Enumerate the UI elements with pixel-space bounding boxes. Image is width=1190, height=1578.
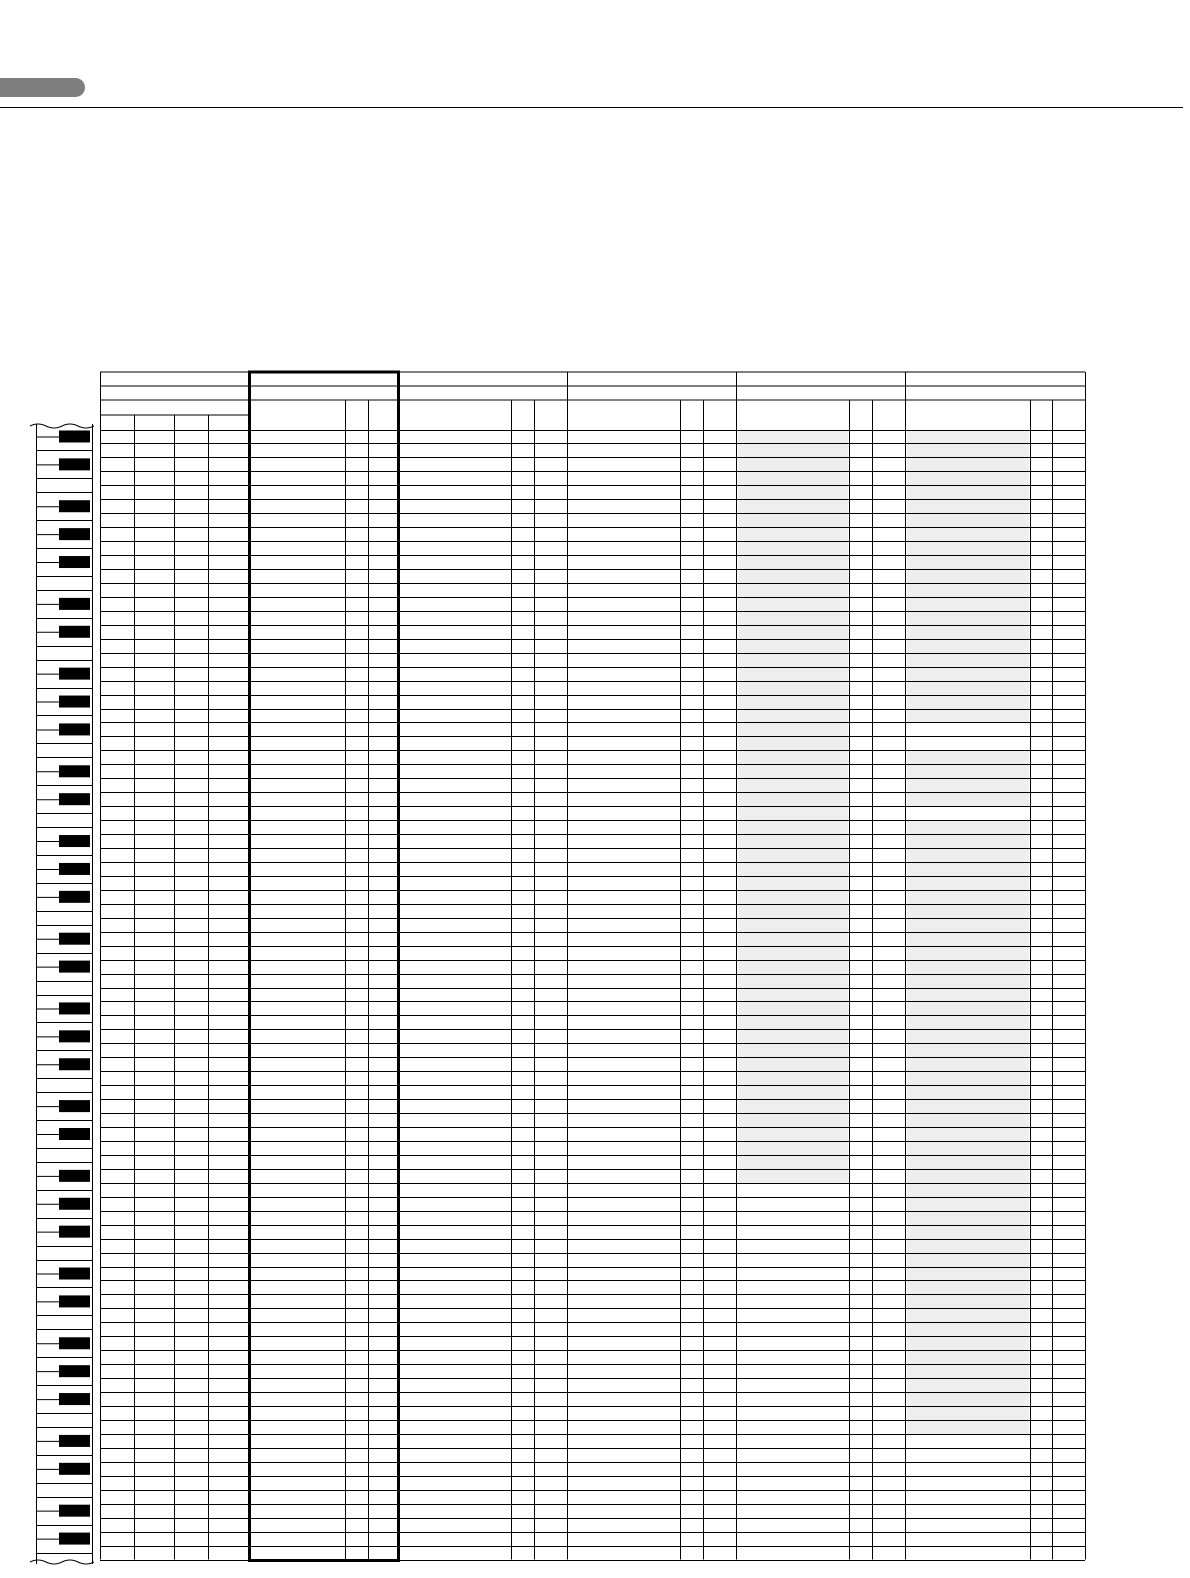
shaded-cell (907, 695, 1029, 723)
shaded-cell (907, 430, 1029, 667)
shaded-cell (907, 667, 1029, 695)
highlighted-column-group (250, 372, 399, 1561)
